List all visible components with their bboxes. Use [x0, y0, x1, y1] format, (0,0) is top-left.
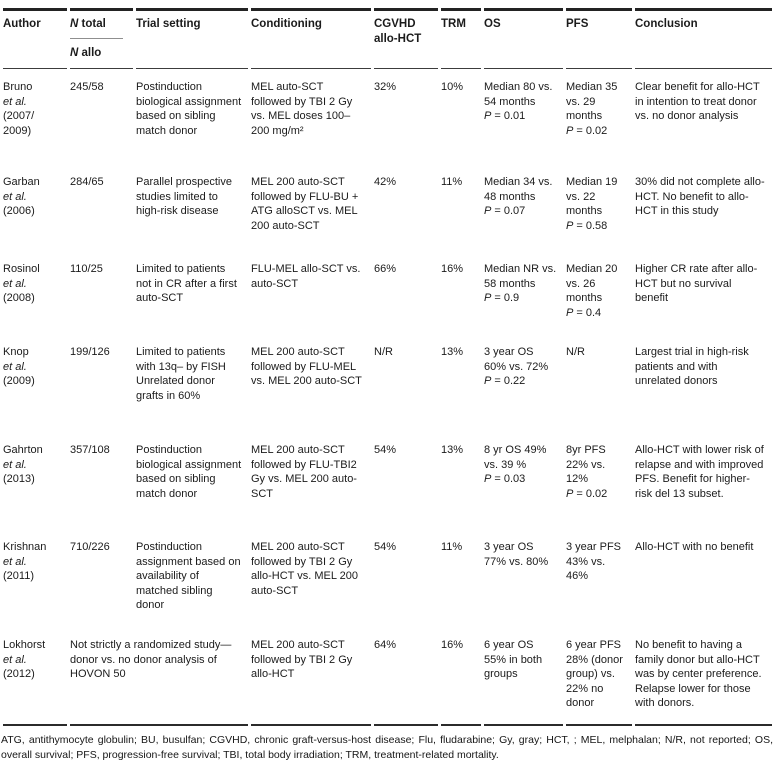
cell-trm: 10%	[441, 81, 464, 93]
table-row	[3, 334, 772, 432]
cell-trial-setting: Limited to patients with 13q– by FISH Unrelated donor grafts in 60%	[136, 346, 226, 402]
cell-trm: 11%	[441, 176, 463, 188]
cell-trm: 13%	[441, 444, 464, 456]
cell-n-total-allo: 110/25	[70, 263, 103, 275]
header-row	[3, 8, 772, 69]
cell-trial-setting: Parallel prospective studies limited to high-risk disease	[136, 176, 232, 217]
cell-os: Median 34 vs. 48 months P = 0.07	[484, 176, 553, 217]
table-row	[3, 164, 772, 251]
cell-conclusion: Clear benefit for allo-HCT in intention to treat donor vs. no donor analysis	[635, 81, 760, 122]
col-header-conclusion: Conclusion	[635, 8, 772, 69]
n-total-allo-divider	[70, 38, 123, 39]
cell-author: Garban et al. (2006)	[3, 176, 40, 217]
cell-pfs: Median 35 vs. 29 months P = 0.02	[566, 81, 618, 137]
cell-cgvhd: 42%	[374, 176, 397, 188]
abbreviations-footnote: ATG, antithymocyte globulin; BU, busulfan; CGVHD, chronic graft-versus-host disease; Flu, fludarabine; Gy, gray; HCT, ; MEL, melphalan; N/R, not reported; OS, overall survival; PFS, progression-free survival; TBI, total body irradiation; TRM, treatment-related mortality.	[1, 734, 773, 761]
cell-pfs: Median 19 vs. 22 months P = 0.58	[566, 176, 618, 232]
cell-n-total-allo: 284/65	[70, 176, 104, 188]
cell-trial-setting: Postinduction assignment based on availability of matched sibling donor	[136, 541, 241, 611]
cell-os: 8 yr OS 49% vs. 39 % P = 0.03	[484, 444, 547, 485]
col-header-os: OS	[484, 8, 563, 69]
cell-trm: 11%	[441, 541, 463, 553]
cell-author: Rosinol et al. (2008)	[3, 263, 40, 304]
cell-author: Knop et al. (2009)	[3, 346, 35, 387]
cell-conclusion: Largest trial in high-risk patients and with unrelated donors	[635, 346, 749, 387]
cell-trm: 13%	[441, 346, 464, 358]
cell-conditioning: MEL 200 auto-SCT followed by TBI 2 Gy allo-HCT vs. MEL 200 auto-SCT	[251, 541, 358, 597]
cell-cgvhd: 32%	[374, 81, 397, 93]
table-row	[3, 251, 772, 334]
cell-os: Median 80 vs. 54 months P = 0.01	[484, 81, 553, 122]
col-header-cgvhd: CGVHD allo-HCT	[374, 8, 438, 69]
table-header	[3, 8, 772, 69]
cell-conclusion: Higher CR rate after allo-HCT but no survival benefit	[635, 263, 758, 304]
cell-cgvhd: N/R	[374, 346, 393, 358]
col-header-author: Author	[3, 8, 67, 69]
cell-conditioning: MEL auto-SCT followed by TBI 2 Gy vs. MEL doses 100–200 mg/m²	[251, 81, 353, 137]
cell-cgvhd: 64%	[374, 627, 438, 726]
cell-pfs: N/R	[566, 346, 585, 358]
cell-cgvhd: 54%	[374, 541, 397, 553]
col-header-n-total-allo: N total N allo	[70, 8, 133, 69]
cell-conditioning: MEL 200 auto-SCT followed by TBI 2 Gy allo-HCT	[251, 627, 371, 726]
table-row	[3, 432, 772, 529]
table-row	[3, 529, 772, 627]
cell-conditioning: FLU-MEL allo-SCT vs. auto-SCT	[251, 263, 361, 290]
col-header-conditioning: Conditioning	[251, 8, 371, 69]
table-row	[3, 627, 772, 726]
table-row	[3, 69, 772, 164]
cell-author: Krishnan et al. (2011)	[3, 541, 47, 582]
cell-trial-setting: Limited to patients not in CR after a first auto-SCT	[136, 263, 237, 304]
cell-os: 3 year OS 60% vs. 72% P = 0.22	[484, 346, 549, 387]
clinical-trials-table	[0, 8, 775, 726]
cell-pfs: 6 year PFS 28% (donor group) vs. 22% no donor	[566, 627, 632, 726]
cell-pfs: 3 year PFS 43% vs. 46%	[566, 541, 622, 582]
cell-conclusion: No benefit to having a family donor but allo-HCT was by center preference. Relapse lower for those with donors.	[635, 627, 772, 726]
cell-trial-setting: Postinduction biological assignment based on sibling match donor	[136, 444, 242, 500]
cell-conclusion: Allo-HCT with lower risk of relapse and with improved PFS. Benefit for higher-risk del 13 subset.	[635, 444, 764, 500]
cell-trial-setting: Not strictly a randomized study—donor vs. no donor analysis of HOVON 50	[70, 627, 248, 726]
cell-conditioning: MEL 200 auto-SCT followed by FLU-BU + ATG alloSCT vs. MEL 200 auto-SCT	[251, 176, 359, 232]
cell-conclusion: Allo-HCT with no benefit	[635, 541, 754, 553]
cell-n-total-allo: 245/58	[70, 81, 104, 93]
cell-cgvhd: 54%	[374, 444, 397, 456]
cell-cgvhd: 66%	[374, 263, 397, 275]
cell-n-total-allo: 710/226	[70, 541, 110, 553]
table-body	[3, 69, 772, 726]
cell-os: 3 year OS 77% vs. 80%	[484, 541, 549, 568]
col-header-trm: TRM	[441, 8, 481, 69]
cell-n-total-allo: 357/108	[70, 444, 110, 456]
cell-pfs: Median 20 vs. 26 months P = 0.4	[566, 263, 618, 319]
cell-n-total-allo: 199/126	[70, 346, 110, 358]
cell-author: Lokhorst et al. (2012)	[3, 627, 67, 726]
col-header-pfs: PFS	[566, 8, 632, 69]
cell-trm: 16%	[441, 263, 464, 275]
cell-trm: 16%	[441, 627, 481, 726]
cell-os: Median NR vs. 58 months P = 0.9	[484, 263, 557, 304]
cell-conditioning: MEL 200 auto-SCT followed by FLU-TBI2 Gy vs. MEL 200 auto-SCT	[251, 444, 357, 500]
cell-pfs: 8yr PFS 22% vs. 12% P = 0.02	[566, 444, 608, 500]
cell-author: Gahrton et al. (2013)	[3, 444, 43, 485]
cell-conditioning: MEL 200 auto-SCT followed by FLU-MEL vs. MEL 200 auto-SCT	[251, 346, 362, 387]
cell-author: Bruno et al. (2007/​2009)	[3, 81, 35, 137]
cell-os: 6 year OS 55% in both groups	[484, 627, 563, 726]
col-header-trial-setting: Trial setting	[136, 8, 248, 69]
cell-trial-setting: Postinduction biological assignment based on sibling match donor	[136, 81, 242, 137]
cell-conclusion: 30% did not complete allo-HCT. No benefit to allo-HCT in this study	[635, 176, 765, 217]
